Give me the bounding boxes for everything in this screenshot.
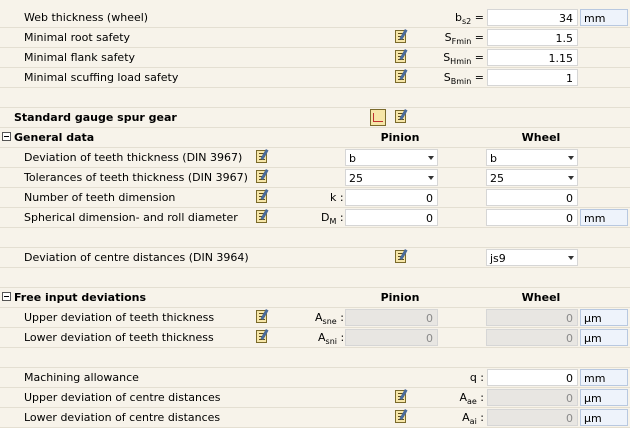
symbol-aai: $A_{ai}$ : (462, 411, 484, 427)
general-data-title: General data (14, 131, 95, 144)
machining-allowance-input[interactable]: 0 (487, 369, 578, 386)
lower-centre-deviation-input[interactable]: 0 (487, 409, 578, 426)
row-teeth-dimension (0, 188, 630, 208)
pinion-tolerance-select[interactable]: 25 (345, 169, 438, 186)
wheel-deviation-select[interactable]: b (486, 149, 578, 166)
edit-icon[interactable] (393, 249, 409, 266)
label-machining-allowance: Machining allowance (24, 371, 139, 384)
row-general-header (0, 128, 630, 148)
spacer-row (0, 268, 630, 288)
symbol-asne: $A_{sne}$ : (315, 311, 344, 327)
row-lower-teeth-deviation (0, 328, 630, 348)
chevron-down-icon (568, 156, 574, 160)
row-free-header (0, 288, 630, 308)
label-teeth-dimension: Number of teeth dimension (24, 191, 176, 204)
free-deviations-title: Free input deviations (14, 291, 147, 304)
unit-mm[interactable]: mm (580, 209, 628, 226)
label-flank-safety: Minimal flank safety (24, 51, 136, 64)
row-upper-teeth-deviation (0, 308, 630, 328)
edit-icon[interactable] (393, 29, 409, 46)
centre-deviation-select[interactable]: js9 (486, 249, 578, 266)
row-upper-centre-deviation (0, 388, 630, 408)
row-machining-allowance (0, 368, 630, 388)
wheel-dm-input[interactable]: 0 (486, 209, 578, 226)
row-flank-safety (0, 48, 630, 68)
symbol-bs2: $b_{s2}$ = (455, 11, 484, 27)
pinion-deviation-select[interactable]: b (345, 149, 438, 166)
symbol-sfmin: $S_{Fmin}$ = (444, 31, 484, 47)
symbol-k: k : (330, 191, 344, 204)
label-upper-centre-deviation: Upper deviation of centre distances (24, 391, 221, 404)
chevron-down-icon (568, 176, 574, 180)
label-web-thickness: Web thickness (wheel) (24, 11, 149, 24)
unit-um[interactable]: µm (580, 409, 628, 426)
row-spherical-dimension (0, 208, 630, 228)
edit-icon[interactable] (254, 169, 270, 186)
label-spherical-dimension: Spherical dimension- and roll diameter (24, 211, 238, 224)
edit-icon[interactable] (254, 329, 270, 346)
label-lower-teeth-deviation: Lower deviation of teeth thickness (24, 331, 214, 344)
pinion-asne-input[interactable]: 0 (345, 309, 438, 326)
spacer-row (0, 88, 630, 108)
symbol-shmin: $S_{Hmin}$ = (443, 51, 484, 67)
wheel-asni-input[interactable]: 0 (486, 329, 578, 346)
row-deviation-teeth-thickness (0, 148, 630, 168)
web-thickness-input[interactable]: 34 (487, 9, 578, 26)
root-safety-input[interactable]: 1.5 (487, 29, 578, 46)
edit-icon[interactable] (254, 309, 270, 326)
chevron-down-icon (428, 176, 434, 180)
row-web-thickness (0, 8, 630, 28)
upper-centre-deviation-input[interactable]: 0 (487, 389, 578, 406)
edit-icon[interactable] (254, 209, 270, 226)
wheel-column-header: Wheel (521, 291, 561, 304)
wheel-k-input[interactable]: 0 (486, 189, 578, 206)
pinion-k-input[interactable]: 0 (345, 189, 438, 206)
unit-um[interactable]: µm (580, 309, 628, 326)
edit-icon[interactable] (393, 409, 409, 426)
unit-um[interactable]: µm (580, 329, 628, 346)
standard-gauge-title: Standard gauge spur gear (14, 111, 177, 124)
label-centre-deviation: Deviation of centre distances (DIN 3964) (24, 251, 249, 264)
label-deviation-teeth-thickness: Deviation of teeth thickness (DIN 3967) (24, 151, 243, 164)
scuffing-safety-input[interactable]: 1 (487, 69, 578, 86)
label-tolerances-teeth-thickness: Tolerances of teeth thickness (DIN 3967) (24, 171, 248, 184)
label-scuffing-safety: Minimal scuffing load safety (24, 71, 179, 84)
row-standard-gauge (0, 108, 630, 128)
row-lower-centre-deviation (0, 408, 630, 428)
row-root-safety (0, 28, 630, 48)
edit-icon[interactable] (254, 149, 270, 166)
label-upper-teeth-deviation: Upper deviation of teeth thickness (24, 311, 215, 324)
spacer-row (0, 228, 630, 248)
chevron-down-icon (568, 256, 574, 260)
flank-safety-input[interactable]: 1.15 (487, 49, 578, 66)
wheel-asne-input[interactable]: 0 (486, 309, 578, 326)
wheel-tolerance-select[interactable]: 25 (486, 169, 578, 186)
edit-icon[interactable] (254, 189, 270, 206)
collapse-toggle[interactable] (2, 292, 11, 301)
label-lower-centre-deviation: Lower deviation of centre distances (24, 411, 221, 424)
symbol-dm: $D_M$ : (321, 211, 344, 227)
symbol-asni: $A_{sni}$ : (318, 331, 345, 347)
edit-icon[interactable] (393, 109, 409, 126)
collapse-toggle[interactable] (2, 132, 11, 141)
pinion-dm-input[interactable]: 0 (345, 209, 438, 226)
edit-icon[interactable] (393, 69, 409, 86)
chevron-down-icon (428, 156, 434, 160)
pinion-column-header: Pinion (380, 131, 420, 144)
wheel-column-header: Wheel (521, 131, 561, 144)
unit-mm[interactable]: mm (580, 369, 628, 386)
row-scuffing-safety (0, 68, 630, 88)
symbol-sbmin: $S_{Bmin}$ = (443, 71, 484, 87)
label-root-safety: Minimal root safety (24, 31, 131, 44)
row-centre-deviation (0, 248, 630, 268)
edit-icon[interactable] (393, 389, 409, 406)
symbol-aae: $A_{ae}$ : (459, 391, 484, 407)
row-tolerances-teeth-thickness (0, 168, 630, 188)
pinion-asni-input[interactable]: 0 (345, 329, 438, 346)
symbol-q: q : (469, 371, 484, 384)
edit-icon[interactable] (393, 49, 409, 66)
unit-mm[interactable]: mm (580, 9, 628, 26)
chart-icon[interactable] (370, 109, 386, 126)
spacer-row (0, 348, 630, 368)
unit-um[interactable]: µm (580, 389, 628, 406)
pinion-column-header: Pinion (380, 291, 420, 304)
